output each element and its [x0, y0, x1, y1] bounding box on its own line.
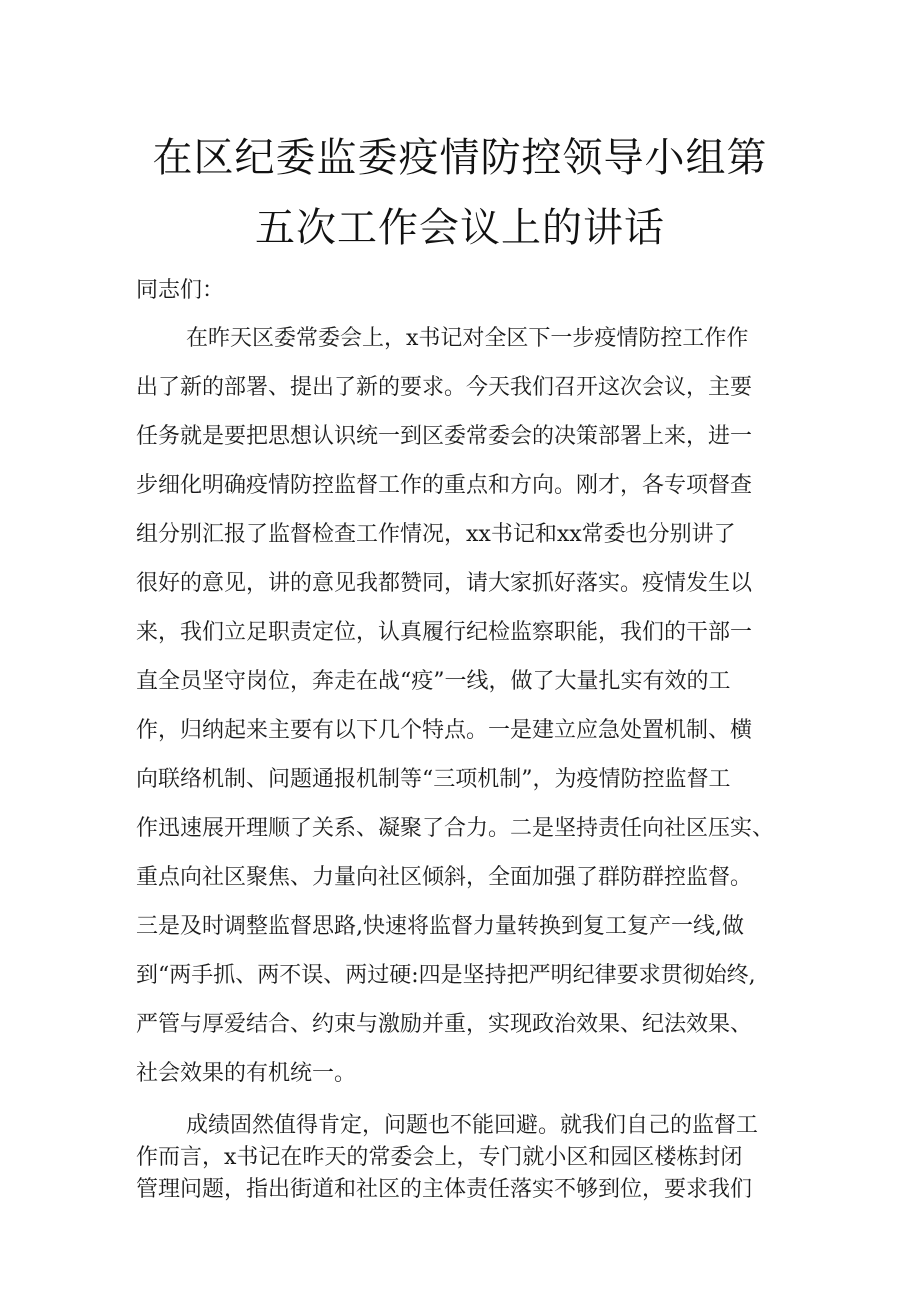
paragraph-2-line-3: 管理问题，指出街道和社区的主体责任落实不够到位，要求我们: [136, 1177, 753, 1202]
paragraph-1-line-2: 出了新的部署、提出了新的要求。今天我们召开这次会议，主要: [136, 375, 753, 400]
paragraph-1-line-11: 作迅速展开理顺了关系、凝聚了合力。二是坚持责任向社区压实、: [136, 816, 775, 841]
paragraph-1-line-5: 组分别汇报了监督检查工作情况，xx书记和xx常委也分别讲了: [136, 522, 736, 547]
document-title-line-1: 在区纪委监委疫情防控领导小组第: [152, 135, 768, 181]
paragraph-1-line-7: 来，我们立足职责定位，认真履行纪检监察职能，我们的干部一: [136, 620, 753, 645]
paragraph-1-line-10: 向联络机制、问题通报机制等“三项机制”，为疫情防控监督工: [136, 767, 731, 792]
paragraph-1-line-16: 社会效果的有机统一。: [136, 1061, 357, 1086]
paragraph-1-line-4: 步细化明确疫情防控监督工作的重点和方向。刚才，各专项督查: [136, 473, 753, 498]
paragraph-1-line-3: 任务就是要把思想认识统一到区委常委会的决策部署上来，进一: [136, 424, 753, 449]
paragraph-1-line-14: 到“两手抓、两不误、两过硬:四是坚持把严明纪律要求贯彻始终,: [136, 963, 756, 988]
paragraph-1-line-8: 直全员坚守岗位，奔走在战“疫”一线，做了大量扎实有效的工: [136, 669, 731, 694]
paragraph-1-line-1: 在昨天区委常委会上，x书记对全区下一步疫情防控工作作: [186, 326, 749, 351]
paragraph-1-line-9: 作，归纳起来主要有以下几个特点。一是建立应急处置机制、横: [136, 718, 753, 743]
paragraph-1-line-6: 很好的意见，讲的意见我都赞同，请大家抓好落实。疫情发生以: [136, 571, 753, 596]
salutation: 同志们：: [136, 278, 225, 303]
paragraph-1-line-15: 严管与厚爱结合、约束与激励并重，实现政治效果、纪法效果、: [136, 1012, 753, 1037]
paragraph-1-line-12: 重点向社区聚焦、力量向社区倾斜，全面加强了群防群控监督。: [136, 865, 753, 890]
paragraph-2-line-2: 作而言，x书记在昨天的常委会上，专门就小区和园区楼栋封闭: [136, 1145, 743, 1170]
paragraph-2-line-1: 成绩固然值得肯定，问题也不能回避。就我们自己的监督工: [186, 1113, 759, 1138]
paragraph-1-line-13: 三是及时调整监督思路,快速将监督力量转换到复工复产一线,做: [136, 914, 744, 939]
document-title-line-2: 五次工作会议上的讲话: [255, 205, 665, 251]
